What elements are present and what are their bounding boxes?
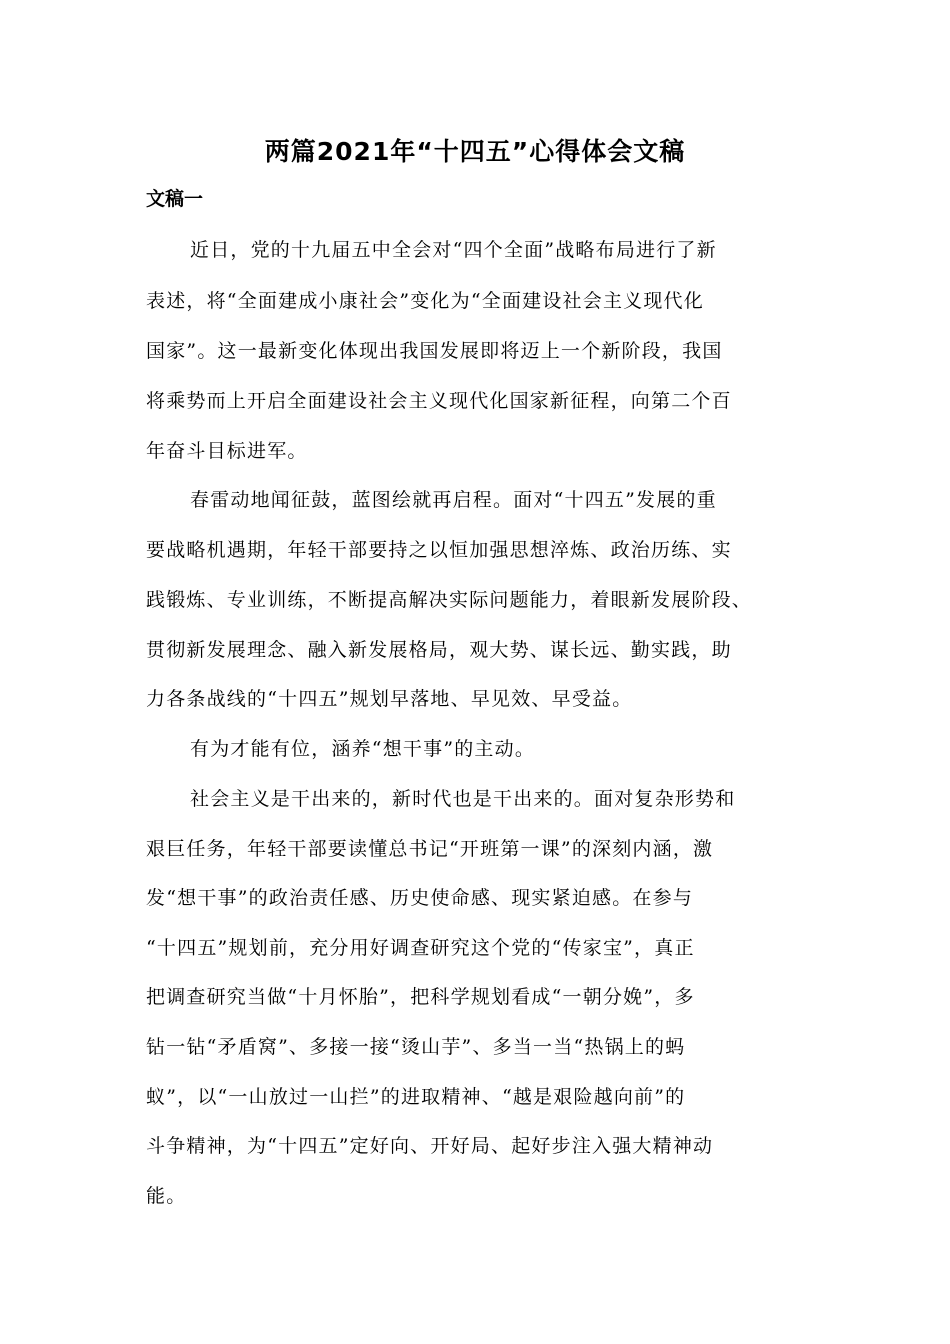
text-line: 将乘势而上开启全面建设社会主义现代化国家新征程，向第二个百 (146, 390, 732, 412)
text-line: 有为才能有位，涵养“想干事”的主动。 (190, 738, 536, 760)
text-line: 蚁”，以“一山放过一山拦”的进取精神、“越是艰险越向前”的 (146, 1086, 686, 1108)
text-line: 把调查研究当做“十月怀胎”，把科学规划看成“一朝分娩”，多 (146, 986, 695, 1008)
text-line: 斗争精神，为“十四五”定好向、开好局、起好步注入强大精神动 (146, 1135, 714, 1157)
section-heading: 文稿一 (146, 188, 204, 210)
text-line: 社会主义是干出来的，新时代也是干出来的。面对复杂形势和 (190, 788, 736, 810)
text-line: 践锻炼、专业训练，不断提高解决实际问题能力，着眼新发展阶段、 (146, 589, 753, 611)
text-line: 艰巨任务，年轻干部要读懂总书记“开班第一课”的深刻内涵，激 (146, 838, 714, 860)
text-line: 发“想干事”的政治责任感、历史使命感、现实紧迫感。在参与 (146, 887, 694, 909)
text-line: 国家”。这一最新变化体现出我国发展即将迈上一个新阶段，我国 (146, 340, 723, 362)
text-line: “十四五”规划前，充分用好调查研究这个党的“传家宝”，真正 (146, 937, 695, 959)
text-line: 年奋斗目标进军。 (146, 440, 308, 462)
document-title: 两篇2021年“十四五”心得体会文稿 (264, 137, 686, 166)
text-line: 近日，党的十九届五中全会对“四个全面”战略布局进行了新 (190, 239, 717, 261)
text-line: 贯彻新发展理念、融入新发展格局，观大势、谋长远、勤实践，助 (146, 639, 732, 661)
text-line: 钻一钻“矛盾窝”、多接一接“烫山芋”、多当一当“热锅上的蚂 (146, 1036, 686, 1058)
text-line: 能。 (146, 1185, 187, 1207)
text-line: 春雷动地闻征鼓，蓝图绘就再启程。面对“十四五”发展的重 (190, 489, 717, 511)
text-line: 力各条战线的“十四五”规划早落地、早见效、早受益。 (146, 688, 633, 710)
text-line: 表述，将“全面建成小康社会”变化为“全面建设社会主义现代化 (146, 290, 704, 312)
text-line: 要战略机遇期，年轻干部要持之以恒加强思想淬炼、政治历练、实 (146, 539, 732, 561)
